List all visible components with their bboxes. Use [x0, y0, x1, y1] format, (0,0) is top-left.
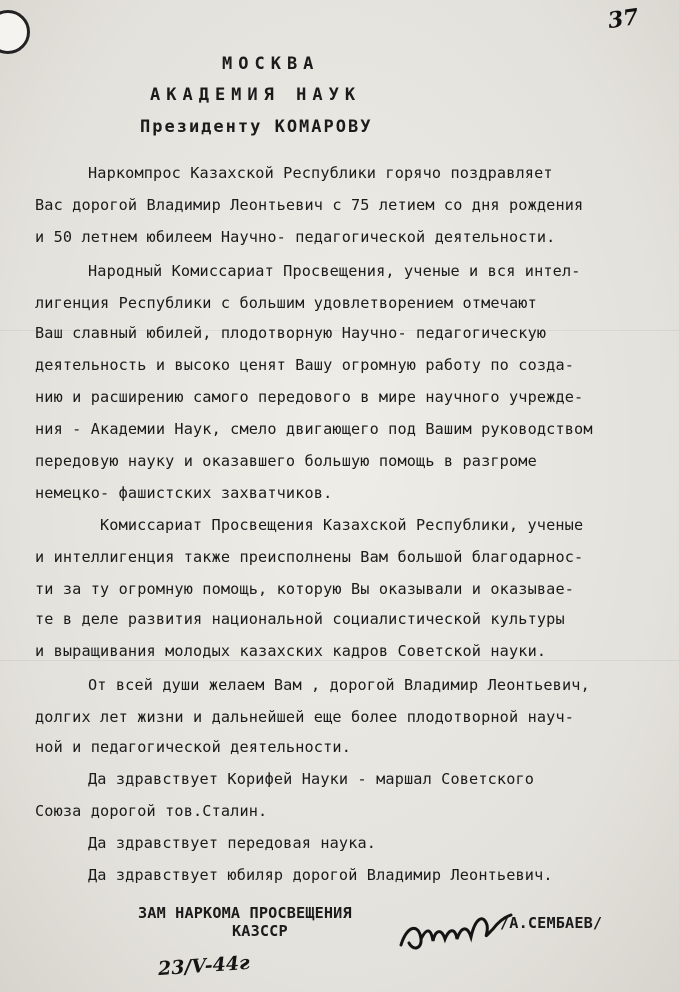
body-line: От всей души желаем Вам , дорогой Владимир Леонтьевич,: [88, 676, 590, 694]
header-city: МОСКВА: [222, 54, 320, 74]
body-line: Ваш славный юбилей, плодотворную Научно- педагогическую: [35, 324, 547, 342]
body-line: и 50 летнем юбилеем Научно- педагогической деятельности.: [35, 228, 556, 246]
signature-title: ЗАМ НАРКОМА ПРОСВЕЩЕНИЯ: [138, 904, 352, 922]
body-line: Народный Комиссариат Просвещения, ученые и вся интел-: [88, 262, 581, 280]
body-line: и выращивания молодых казахских кадров Советской науки.: [35, 642, 547, 660]
body-line: Наркомпрос Казахской Республики горячо поздравляет: [88, 164, 553, 182]
body-line: те в деле развития национальной социалистической культуры: [35, 610, 565, 628]
body-line: Да здравствует юбиляр дорогой Владимир Леонтьевич.: [88, 866, 553, 884]
paper-crease: [0, 660, 679, 661]
body-line: ния - Академии Наук, смело двигающего под Вашим руководством: [35, 420, 593, 438]
body-line: передовую науку и оказавшего большую помощь в разгроме: [35, 452, 537, 470]
body-line: деятельность и высоко ценят Вашу огромную работу по созда-: [35, 356, 575, 374]
signature-org: КАЗССР: [232, 922, 288, 940]
body-line: лигенция Республики с большим удовлетворением отмечают: [35, 294, 537, 312]
header-addressee: Президенту КОМАРОВУ: [140, 117, 373, 137]
archive-page-number: 37: [606, 3, 641, 35]
header-institution: АКАДЕМИЯ НАУК: [150, 85, 362, 105]
body-line: Да здравствует передовая наука.: [88, 834, 377, 852]
body-line: Да здравствует Корифей Науки - маршал Советского: [88, 770, 535, 788]
body-line: долгих лет жизни и дальнейшей еще более плодотворной науч-: [35, 708, 575, 726]
body-line: Вас дорогой Владимир Леонтьевич с 75 летием со дня рождения: [35, 196, 584, 214]
body-line: Союза дорогой тов.Сталин.: [35, 802, 268, 820]
signatory-name: /А.СЕМБАЕВ/: [500, 914, 603, 932]
body-line: ной и педагогической деятельности.: [35, 738, 351, 756]
body-line: немецко- фашистских захватчиков.: [35, 484, 333, 502]
body-line: и интеллигенция также преисполнены Вам большой благодарнос-: [35, 548, 584, 566]
body-line: нию и расширению самого передового в мире научного учрежде-: [35, 388, 584, 406]
punch-hole-mark: [0, 10, 30, 54]
body-line: ти за ту огромную помощь, которую Вы оказывали и оказывае-: [35, 580, 575, 598]
handwritten-date: 23/V-44г: [157, 951, 251, 981]
handwritten-signature: [397, 905, 515, 957]
body-line: Комиссариат Просвещения Казахской Республики, ученые: [100, 516, 584, 534]
